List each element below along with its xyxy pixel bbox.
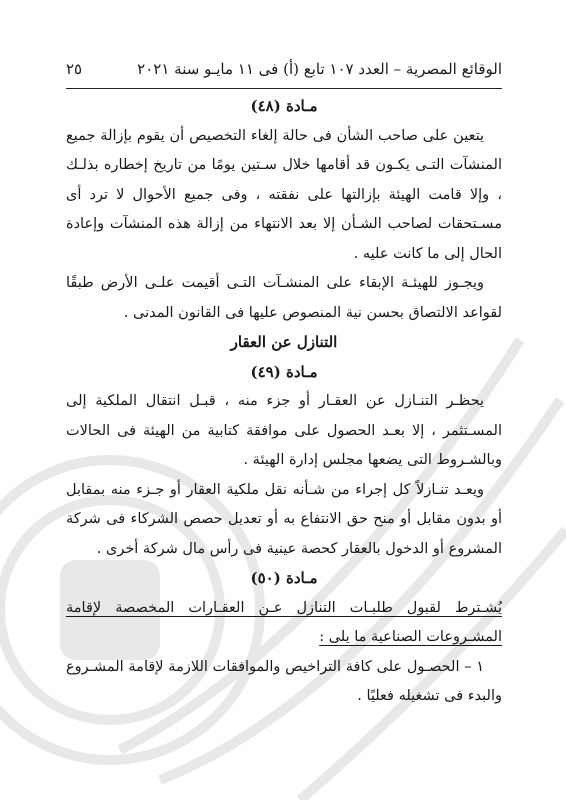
paragraph: يتعين على صاحب الشأن فى حالة إلغاء التخصيص أن يقوم بإزالة جميع المنشآت التـى يكـون قد أقامها خلال سـتين يومًا من تاريخ إخطاره بذلـك ، وإلا قامت الهيئة بإزالتها على نفقته ، وفى جميع الأحوال لا ترد أى مسـتحقات لصاحب الشـأن إلا بعد الانتهاء من إزالة هذه المنشآت وإعادة الحال إلى ما كانت عليه . bbox=[66, 127, 502, 262]
page-header bbox=[66, 60, 502, 86]
paragraph: ويعـد تنـازلاً كل إجراء من شـأنه نقل ملكية العقار أو جـزء منه بمقابل أو بدون مقابل أو منح حق الانتفاع به أو تعديل حصص الشركاء فى شركة المشروع أو الدخول بالعقار كحصة عينية فى رأس مال شركة أخرى . bbox=[66, 481, 502, 557]
paragraph-underlined: يُشـترط لقبول طلبـات التنازل عـن العقـارات المخصصة لإقامة المشـروعات الصناعية ما يلى : bbox=[66, 599, 502, 645]
article-49-heading: مـادة (٤٩) bbox=[250, 362, 318, 381]
header-rule bbox=[66, 88, 502, 89]
header-title: الوقائع المصرية – العدد ١٠٧ تابع (أ) فى ١١ مايـو سنة ٢٠٢١ bbox=[137, 60, 502, 78]
paragraph: يحظـر التنـازل عن العقـار أو جزء منه ، قبـل انتقال الملكية إلى المسـتثمر ، إلا بعـد الحصول على موافقة كتابية من الهيئة فى الحالات وبالشـروط التى يضعها مجلس إدارة الهيئة . bbox=[66, 393, 502, 468]
page-number: ٢٥ bbox=[66, 60, 83, 78]
article-50-heading: مـادة (٥٠) bbox=[250, 569, 318, 587]
document-body bbox=[66, 92, 502, 712]
section-heading: التنازل عن العقار bbox=[230, 333, 338, 351]
article-48-heading: مـادة (٤٨) bbox=[250, 97, 318, 115]
paragraph: ويجـوز للهيئـة الإبقاء على المنشـآت التـى أقيمت علـى الأرض طبقًا لقواعد الالتصاق بحسن نية المنصوص عليها فى القانون المدنى . bbox=[66, 275, 502, 321]
list-item: ١ – الحصـول على كافة التراخيص والموافقات اللازمة لإقامة المشـروع والبدء فى تشغيله فعليًا . bbox=[66, 658, 502, 704]
